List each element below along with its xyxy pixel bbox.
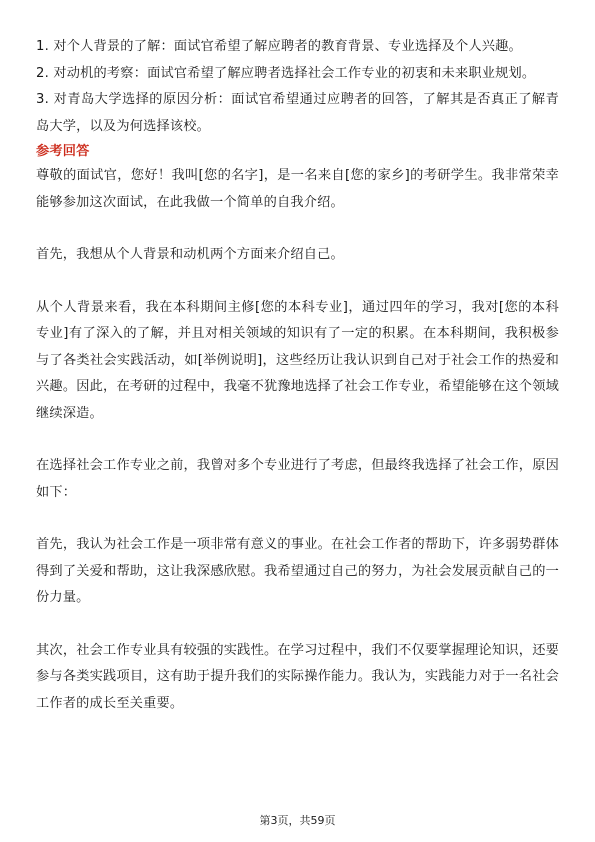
paragraph: 首先，我想从个人背景和动机两个方面来介绍自己。: [36, 247, 344, 262]
list-item: 1. 对个人背景的了解：面试官希望了解应聘者的教育背景、专业选择及个人兴趣。: [36, 39, 522, 54]
paragraph: 在选择社会工作专业之前，我曾对多个专业进行了考虑，但最终我选择了社会工作，原因如下：: [36, 458, 559, 500]
paragraph: 首先，我认为社会工作是一项非常有意义的事业。在社会工作者的帮助下，许多弱势群体得到了关爱和帮助，这让我深感欣慰。我希望通过自己的努力，为社会发展贡献自己的一份力量。: [36, 537, 559, 605]
page-number: 第3页，共59页: [259, 814, 336, 827]
paragraph: 尊敬的面试官，您好！我叫[您的名字]，是一名来自[您的家乡]的考研学生。我非常荣幸能够参加这次面试，在此我做一个简单的自我介绍。: [36, 168, 559, 210]
paragraph: 其次，社会工作专业具有较强的实践性。在学习过程中，我们不仅要掌握理论知识，还要参与各类实践项目，这有助于提升我们的实际操作能力。我认为，实践能力对于一名社会工作者的成长至关重要。: [36, 642, 559, 711]
section-heading: 参考回答: [36, 144, 90, 159]
list-item: 3. 对青岛大学选择的原因分析：面试官希望通过应聘者的回答，了解其是否真正了解青岛大学，以及为何选择该校。: [36, 92, 559, 134]
list-item: 2. 对动机的考察：面试官希望了解应聘者选择社会工作专业的初衷和未来职业规划。: [36, 65, 536, 81]
page-content: [36, 34, 559, 717]
paragraph: 从个人背景来看，我在本科期间主修[您的本科专业]，通过四年的学习，我对[您的本科专业]有了深入的了解，并且对相关领域的知识有了一定的积累。在本科期间，我积极参与了各类社会实践活动，如[举例说明]，这些经历让我认识到自己对于社会工作的热爱和兴趣。因此，在考研的过程中，我毫不犹豫地选择了社会工作专业，希望能够在这个领域继续深造。: [36, 299, 559, 421]
